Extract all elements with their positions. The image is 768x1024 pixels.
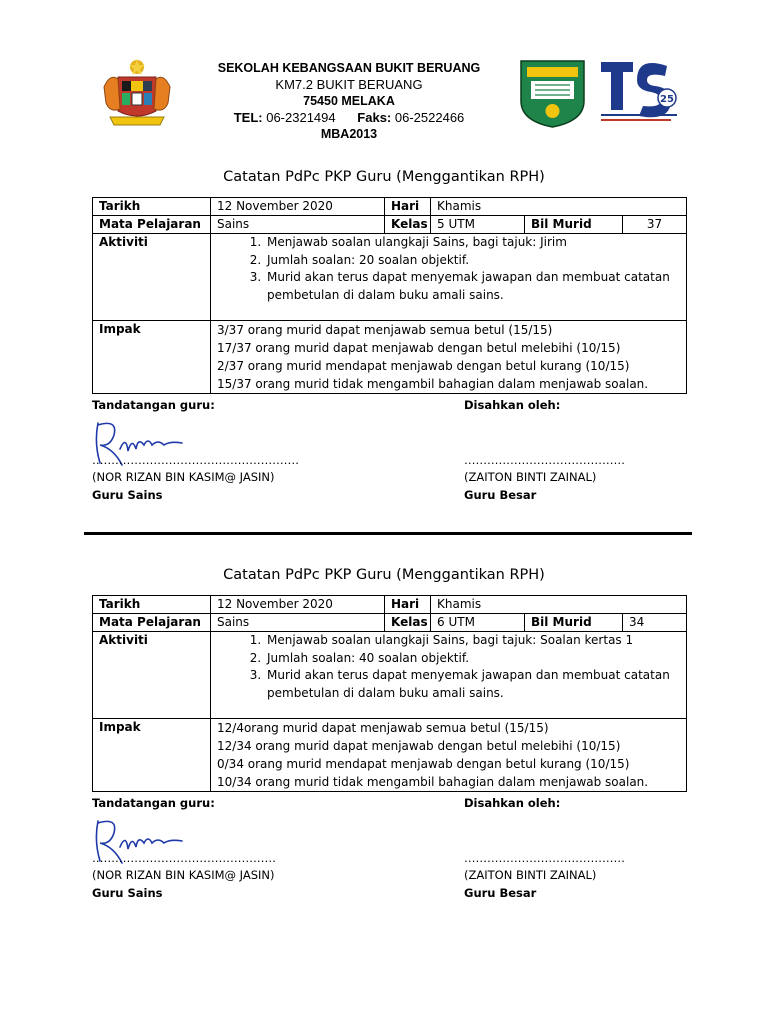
school-address-2: 75450 MELAKA bbox=[303, 94, 395, 108]
record-table bbox=[92, 595, 687, 792]
impak-label: Impak bbox=[93, 719, 211, 792]
subjek-value: Sains bbox=[211, 216, 385, 234]
aktiviti-list bbox=[217, 234, 680, 304]
school-badge-icon bbox=[519, 59, 586, 128]
table-row bbox=[93, 719, 687, 792]
head-dotted-line: …………………………………… bbox=[464, 851, 625, 865]
record-table bbox=[92, 197, 687, 394]
table-row bbox=[93, 198, 687, 216]
table-row bbox=[93, 321, 687, 394]
hari-label: Hari bbox=[385, 596, 431, 614]
table-row bbox=[93, 234, 687, 321]
teacher-name: (NOR RIZAN BIN KASIM@ JASIN) bbox=[92, 868, 275, 882]
impak-line: 12/4orang murid dapat menjawab semua betul (15/15) bbox=[217, 721, 549, 735]
school-address-1: KM7.2 BUKIT BERUANG bbox=[275, 76, 423, 92]
impak-line: 15/37 orang murid tidak mengambil bahagian dalam menjawab soalan. bbox=[217, 377, 649, 391]
table-row bbox=[93, 596, 687, 614]
head-dotted-line: …………………………………… bbox=[464, 453, 625, 467]
kelas-label: Kelas bbox=[385, 614, 431, 632]
tarikh-value: 12 November 2020 bbox=[211, 596, 385, 614]
subjek-label: Mata Pelajaran bbox=[93, 216, 211, 234]
bil-murid-value: 37 bbox=[623, 216, 687, 234]
record-title: Catatan PdPc PKP Guru (Menggantikan RPH) bbox=[223, 169, 545, 185]
record-section-1 bbox=[0, 169, 768, 549]
kelas-value: 6 UTM bbox=[431, 614, 525, 632]
table-row bbox=[93, 632, 687, 719]
ts25-logo-icon bbox=[597, 58, 681, 126]
head-name: (ZAITON BINTI ZAINAL) bbox=[464, 868, 597, 882]
head-name: (ZAITON BINTI ZAINAL) bbox=[464, 470, 597, 484]
coat-of-arms-icon bbox=[98, 57, 176, 133]
school-name: SEKOLAH KEBANGSAAN BUKIT BERUANG bbox=[217, 61, 481, 75]
list-item: 3. Murid akan terus dapat menyemak jawapan dan membuat catatan pembetulan di dalam buku amali sains. bbox=[265, 269, 680, 304]
teacher-name: (NOR RIZAN BIN KASIM@ JASIN) bbox=[92, 470, 275, 484]
section-divider bbox=[84, 532, 692, 535]
impak-line: 17/37 orang murid dapat menjawab dengan betul melebihi (10/15) bbox=[217, 341, 621, 355]
contact-line bbox=[186, 110, 512, 127]
hari-value: Khamis bbox=[431, 198, 687, 216]
kelas-value: 5 UTM bbox=[431, 216, 525, 234]
subjek-label: Mata Pelajaran bbox=[93, 614, 211, 632]
impak-label: Impak bbox=[93, 321, 211, 394]
aktiviti-label: Aktiviti bbox=[93, 632, 211, 719]
head-role: Guru Besar bbox=[464, 886, 537, 900]
fax-label: Faks: bbox=[357, 109, 392, 125]
bil-murid-label: Bil Murid bbox=[525, 614, 623, 632]
teacher-sign-label: Tandatangan guru: bbox=[92, 796, 215, 810]
kelas-label: Kelas bbox=[385, 216, 431, 234]
head-sign-label: Disahkan oleh: bbox=[464, 398, 561, 412]
table-row bbox=[93, 614, 687, 632]
teacher-dotted-line: ……………………………………………… bbox=[92, 453, 299, 467]
fax-value: 06-2522466 bbox=[394, 109, 465, 125]
tarikh-value: 12 November 2020 bbox=[211, 198, 385, 216]
subjek-value: Sains bbox=[211, 614, 385, 632]
tarikh-label: Tarikh bbox=[93, 596, 211, 614]
teacher-sign-label: Tandatangan guru: bbox=[92, 398, 215, 412]
school-code: MBA2013 bbox=[320, 127, 378, 141]
record-title: Catatan PdPc PKP Guru (Menggantikan RPH) bbox=[223, 567, 545, 583]
school-header bbox=[186, 60, 512, 143]
list-item: 1. Menjawab soalan ulangkaji Sains, bagi tajuk: Jirim bbox=[265, 234, 680, 252]
table-row bbox=[93, 216, 687, 234]
record-section-2 bbox=[0, 567, 768, 947]
head-sign-label: Disahkan oleh: bbox=[464, 796, 561, 810]
aktiviti-cell bbox=[211, 632, 687, 719]
list-item: 1. Menjawab soalan ulangkaji Sains, bagi tajuk: Soalan kertas 1 bbox=[265, 632, 680, 650]
teacher-role: Guru Sains bbox=[92, 886, 163, 900]
impak-line: 10/34 orang murid tidak mengambil bahagian dalam menjawab soalan. bbox=[217, 775, 649, 789]
teacher-dotted-line: ………………………………………… bbox=[92, 851, 276, 865]
impak-line: 3/37 orang murid dapat menjawab semua betul (15/15) bbox=[217, 323, 553, 337]
impak-line: 2/37 orang murid mendapat menjawab dengan betul kurang (10/15) bbox=[217, 359, 630, 373]
list-item: 2. Jumlah soalan: 20 soalan objektif. bbox=[265, 252, 680, 270]
impak-cell bbox=[211, 321, 687, 394]
aktiviti-label: Aktiviti bbox=[93, 234, 211, 321]
impak-line: 12/34 orang murid dapat menjawab dengan betul melebihi (10/15) bbox=[217, 739, 621, 753]
list-item: 3. Murid akan terus dapat menyemak jawapan dan membuat catatan pembetulan di dalam buku amali sains. bbox=[265, 667, 680, 702]
svg-text:25: 25 bbox=[660, 94, 674, 105]
head-role: Guru Besar bbox=[464, 488, 537, 502]
impak-cell bbox=[211, 719, 687, 792]
tarikh-label: Tarikh bbox=[93, 198, 211, 216]
hari-label: Hari bbox=[385, 198, 431, 216]
impak-line: 0/34 orang murid mendapat menjawab dengan betul kurang (10/15) bbox=[217, 757, 630, 771]
teacher-role: Guru Sains bbox=[92, 488, 163, 502]
list-item: 2. Jumlah soalan: 40 soalan objektif. bbox=[265, 650, 680, 668]
bil-murid-label: Bil Murid bbox=[525, 216, 623, 234]
hari-value: Khamis bbox=[431, 596, 687, 614]
tel-value: 06-2321494 bbox=[266, 109, 336, 125]
aktiviti-list bbox=[217, 632, 680, 702]
tel-label: TEL: bbox=[233, 109, 263, 125]
bil-murid-value: 34 bbox=[623, 614, 687, 632]
aktiviti-cell bbox=[211, 234, 687, 321]
